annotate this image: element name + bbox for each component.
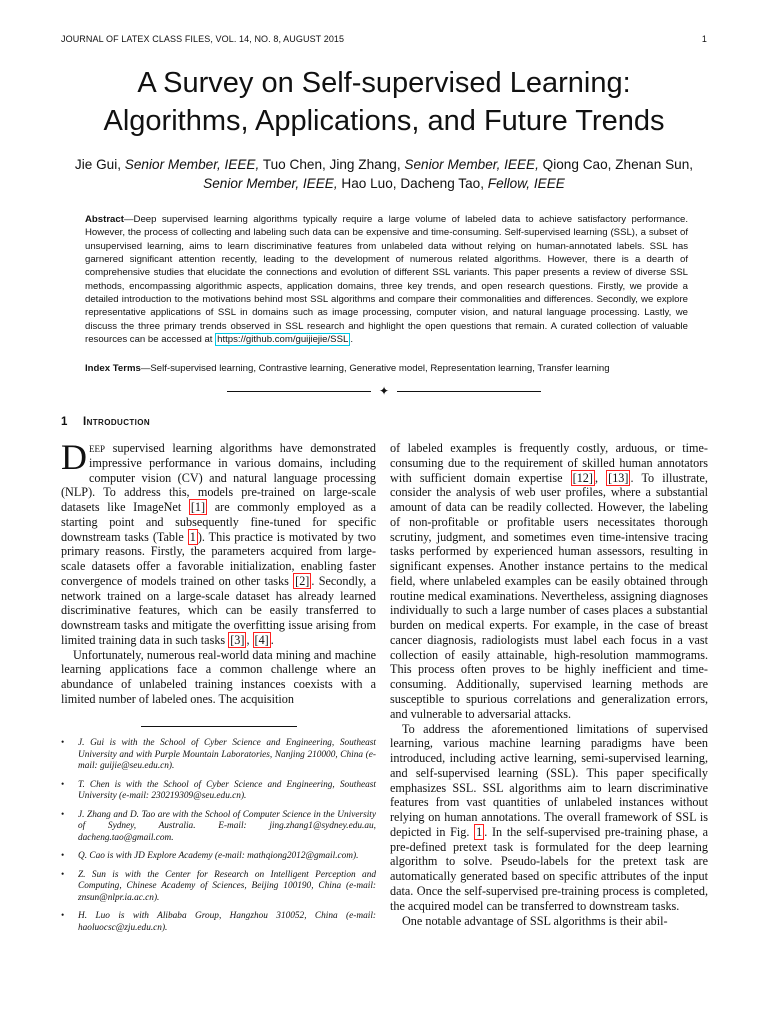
index-terms-label: Index Terms [85,363,141,374]
intro-paragraph-2: Unfortunately, numerous real-world data mining and machine learning applications face a common challenge where an abundance of unlabeled training instances coexists with a limited number of labeled ones. The acquisition [61,647,376,707]
author-role: Fellow, IEEE [487,176,565,191]
abstract [85,213,688,346]
author-name: Tuo Chen, Jing Zhang, [262,157,401,172]
intro-paragraph-1 [61,437,376,648]
author-name: Jie Gui, [74,157,122,172]
divider-line-left [227,391,371,392]
section-heading [61,416,150,428]
page-number: 1 [701,34,707,44]
footnotes [61,738,376,941]
intro-paragraph-3 [390,441,708,722]
table-link[interactable]: 1 [189,529,196,544]
footnote-item [61,911,376,934]
abstract-text: —Deep supervised learning algorithms typically require a large volume of labeled data to achieve satisfactory performance. However, the process of collecting and labeling such data can be expensive and time-consuming. Self-supervised learning (SSL), a subset of unsupervised learning, aims to learn discriminative features from unlabeled data without relying on human-annotated labels. SSL has garnered significant attention recently, leading to the development of numerous related algorithms. However, there is a dearth of comprehensive studies that elucidate the connections and evolution of different SSL variants. This paper presents a review of diverse SSL methods, encompassing algorithmic aspects, application domains, three key trends, and open research questions. Firstly, we provide a detailed introduction to the motivations behind most SSL algorithms and compare their commonalities and differences. Secondly, we explore representative applications of SSL in domains such as image processing, computer vision, and natural language processing. Lastly, we discuss the three primary trends observed in SSL research and highlight the open questions that remain. A curated collection of valuable resources can be accessed at [85,214,688,346]
author-role: Senior Member, IEEE, [203,176,338,191]
bullet-icon: • [61,869,65,880]
footnote-item [61,851,376,863]
footnote-text: T. Chen is with the School of Cyber Science and Engineering, Southeast University (e-mail: 230219309@seu.edu.cn). [78,779,376,801]
paragraph-text: of labeled examples is frequently costly, arduous, or time-consuming due to the requirement of skilled human annotators with sufficient domain expertise [390,441,708,485]
citation-link[interactable]: [13] [608,470,629,485]
footnote-item [61,738,376,773]
citation-link[interactable]: [12] [572,470,593,485]
bullet-icon: • [61,738,65,748]
divider-line-right [397,391,541,392]
footnote-text: J. Gui is with the School of Cyber Science and Engineering, Southeast University and with Purple Mountain Laboratories, Nanjing 210000, China (e-mail: guijie@seu.edu.cn). [78,738,376,771]
section-divider [227,384,541,398]
right-column [390,441,708,928]
abstract-label: Abstract [85,214,124,225]
footnote-text: Q. Cao is with JD Explore Academy (e-mail: mathqiong2012@gmail.com). [78,851,359,861]
citation-link[interactable]: [3] [230,632,245,647]
paragraph-text: , [246,632,253,647]
paragraph-text: are commonly employed as a starting point and subsequently fine-tuned for specific downstream tasks (Table [61,500,376,544]
footnote-item [61,870,376,905]
paragraph-text: . To illustrate, consider the analysis of web user profiles, where a substantial amount of data can be readily collected. However, the labeling of non-profitable or profitable users necessitates thorough scrutiny, judgment, and sometimes even time-intensive tracing tasks performed by experienced human assessors, resulting in significant expenses. Another instance pertains to the medical field, where unlabeled examples can be easily obtained through routine medical examinations. Nevertheless, assigning diagnoses individually to such a large number of cases places a substantial burden on medical experts. For example, in the case of breast cancer diagnosis, radiologists must label each focus in a vast collection of easily attainable, high-resolution mammograms. This process often proves to be highly inefficient and time-consuming. Additionally, supervised learning methods are susceptible to spurious correlations and generalization errors, and vulnerable to adversarial attacks. [390,470,708,721]
author-name: Zhenan Sun, [615,157,694,172]
intro-paragraph-4 [390,722,708,914]
paragraph-text: . Secondly, a network trained on a large-scale dataset has already learned discriminative features, which can be easily transferred to downstream tasks and mitigate the overfitting issue arising from limited training data in such tasks [61,573,376,647]
abstract-tail: . [350,334,353,346]
author-name: Qiong Cao, [542,157,612,172]
left-column [61,437,376,707]
drop-cap: D [61,437,87,477]
author-role: Senior Member, IEEE, [124,157,260,172]
dropcap-continuation: eep [89,441,106,455]
bullet-icon: • [61,809,65,820]
footnote-text: J. Zhang and D. Tao are with the School of Computer Science in the University of Sydney, Australia. E-mail: jing.zhang1@sydney.edu.au, dacheng.tao@gmail.com. [78,809,376,843]
citation-link[interactable]: [4] [254,632,269,647]
journal-name: JOURNAL OF LATEX CLASS FILES, VOL. 14, NO. 8, AUGUST 2015 [61,34,345,44]
section-title: Introduction [83,416,151,428]
author-name: Hao Luo, Dacheng Tao, [341,176,484,191]
citation-link[interactable]: [1] [190,500,206,515]
citation-link[interactable]: [2] [295,573,310,588]
footnote-text: H. Luo is with Alibaba Group, Hangzhou 310052, China (e-mail: haoluocsc@zju.edu.cn). [78,911,376,933]
section-number: 1 [61,416,68,428]
figure-link[interactable]: 1 [476,824,483,839]
paragraph-text: ). This practice is motivated by two primary reasons. Firstly, the parameters acquired from large-scale datasets offer a favorable initialization, enabling faster convergence of models trained on other tasks [61,529,376,588]
paragraph-text: . [270,632,274,647]
index-terms-text: —Self-supervised learning, Contrastive learning, Generative model, Representation learning, Transfer learning [140,363,610,374]
footnote-item [61,810,376,845]
paragraph-text: supervised learning algorithms have demonstrated impressive performance in various domains, including computer vision (CV) and natural language processing (NLP). To address this, models pre-trained on large-scale datasets like ImageNet [61,441,376,515]
footnote-item [61,780,376,803]
github-link[interactable]: https://github.com/guijiejie/SSL [217,334,349,346]
author-list [60,155,708,193]
bullet-icon: • [61,851,65,861]
author-role: Senior Member, IEEE, [404,157,539,172]
paragraph-text: . In the self-supervised pre-training phase, a pre-defined pretext task is formulated for the deep learning algorithm to solve. Pseudo-labels for the pretext task are automatically generated based on specific attributes of the input data. Once the self-supervised pre-training process is completed, the acquired model can be transferred to downstream tasks. [390,824,708,913]
footnote-rule [141,726,297,727]
bullet-icon: • [61,911,65,921]
footnote-text: Z. Sun is with the Center for Research on Intelligent Perception and Computing, Chinese Academy of Sciences, Beijing 100190, China (e-mail: znsun@nlpr.ia.ac.cn). [78,869,376,903]
title-line-2: Algorithms, Applications, and Future Trends [103,105,665,137]
paper-title [40,64,728,140]
index-terms [85,362,688,375]
running-head [61,34,707,48]
title-line-1: A Survey on Self-supervised Learning: [137,67,631,99]
divider-star-icon: ✦ [378,384,390,398]
paragraph-text: To address the aforementioned limitations of supervised learning, various machine learning paradigms have been introduced, including active learning, semi-supervised learning, and self-supervised learning (SSL). This paper specifically emphasizes SSL. SSL algorithms aim to learn discriminative features from vast quantities of unlabeled instances without relying on human annotations. The overall framework of SSL is depicted in Fig. [390,721,708,839]
paragraph-text: , [594,470,607,485]
bullet-icon: • [61,779,65,790]
intro-paragraph-5: One notable advantage of SSL algorithms is their abil- [402,913,668,928]
